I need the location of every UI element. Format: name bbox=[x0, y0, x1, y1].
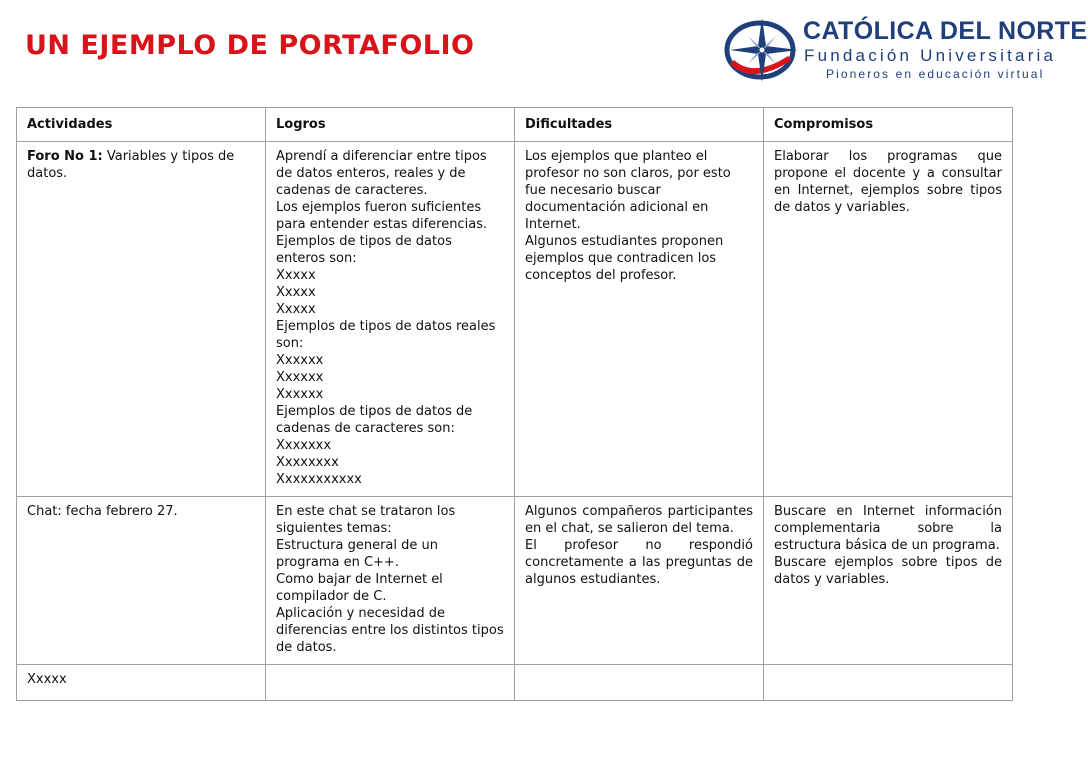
logro-line: Aplicación y necesidad de diferencias entre los distintos tipos de datos. bbox=[276, 606, 504, 655]
table-row bbox=[17, 142, 1013, 497]
logro-line: Xxxxxx bbox=[276, 387, 324, 402]
logro-line: Xxxxxxx bbox=[276, 438, 332, 453]
logro-line: Ejemplos de tipos de datos de cadenas de caracteres son: bbox=[276, 404, 473, 436]
cell-logros bbox=[266, 665, 515, 701]
logro-line: Xxxxx bbox=[276, 268, 316, 283]
compromiso-line: Buscare ejemplos sobre tipos de datos y variables. bbox=[774, 555, 1002, 587]
logro-line: Xxxxx bbox=[276, 285, 316, 300]
table-row bbox=[17, 497, 1013, 665]
logo-name: CATÓLICA DEL NORTE bbox=[803, 17, 1088, 45]
dificultad-line: Algunos compañeros participantes en el chat, se salieron del tema. bbox=[525, 504, 753, 536]
page-title: UN EJEMPLO DE PORTAFOLIO bbox=[25, 30, 475, 61]
logro-line: Xxxxxx bbox=[276, 353, 324, 368]
logro-line: Como bajar de Internet el compilador de C. bbox=[276, 572, 443, 604]
logro-line: En este chat se trataron los siguientes temas: bbox=[276, 504, 456, 536]
activity-label: Foro No 1: bbox=[27, 149, 103, 164]
dificultad-line: Algunos estudiantes proponen ejemplos que contradicen los conceptos del profesor. bbox=[525, 234, 724, 283]
logo-subtitle: Fundación Universitaria bbox=[804, 46, 1057, 65]
header-logros: Logros bbox=[266, 108, 515, 142]
logro-line: Los ejemplos fueron suficientes para entender estas diferencias. bbox=[276, 200, 488, 232]
logro-line: Ejemplos de tipos de datos enteros son: bbox=[276, 234, 452, 266]
logro-line: Xxxxx bbox=[276, 302, 316, 317]
activity-text: Xxxxx bbox=[27, 672, 67, 687]
cell-logros bbox=[266, 497, 515, 665]
compromiso-line: Buscare en Internet información complementaria sobre la estructura básica de un programa. bbox=[774, 504, 1002, 553]
cell-actividad bbox=[17, 497, 266, 665]
logro-line: Aprendí a diferenciar entre tipos de datos enteros, reales y de cadenas de caracteres. bbox=[276, 149, 487, 198]
portfolio-table bbox=[16, 107, 1013, 701]
logro-line: Estructura general de un programa en C++. bbox=[276, 538, 438, 570]
cell-dificultades bbox=[515, 497, 764, 665]
header-actividades: Actividades bbox=[17, 108, 266, 142]
dificultad-line: Los ejemplos que planteo el profesor no son claros, por esto fue necesario buscar documentación adicional en Internet. bbox=[525, 149, 731, 232]
table-row bbox=[17, 665, 1013, 701]
header-dificultades: Dificultades bbox=[515, 108, 764, 142]
cell-actividad bbox=[17, 665, 266, 701]
compass-star-icon bbox=[722, 14, 802, 84]
cell-logros bbox=[266, 142, 515, 497]
logro-line: Ejemplos de tipos de datos reales son: bbox=[276, 319, 496, 351]
header-compromisos: Compromisos bbox=[764, 108, 1013, 142]
activity-text: Chat: fecha febrero 27. bbox=[27, 504, 178, 519]
cell-compromisos bbox=[764, 497, 1013, 665]
cell-actividad bbox=[17, 142, 266, 497]
logro-line: Xxxxxxxx bbox=[276, 455, 339, 470]
cell-dificultades bbox=[515, 142, 764, 497]
cell-dificultades bbox=[515, 665, 764, 701]
activity-text: Variables y tipos de datos. bbox=[27, 149, 235, 181]
table-header-row bbox=[17, 108, 1013, 142]
cell-compromisos bbox=[764, 665, 1013, 701]
compromiso-line: Elaborar los programas que propone el docente y a consultar en Internet, ejemplos sobre tipos de datos y variables. bbox=[774, 149, 1002, 215]
logro-line: Xxxxxxxxxxx bbox=[276, 472, 362, 487]
cell-compromisos bbox=[764, 142, 1013, 497]
dificultad-line: El profesor no respondió concretamente a las preguntas de algunos estudiantes. bbox=[525, 538, 753, 587]
logro-line: Xxxxxx bbox=[276, 370, 324, 385]
logo-tagline: Pioneros en educación virtual bbox=[826, 67, 1045, 81]
university-logo bbox=[722, 14, 1088, 84]
